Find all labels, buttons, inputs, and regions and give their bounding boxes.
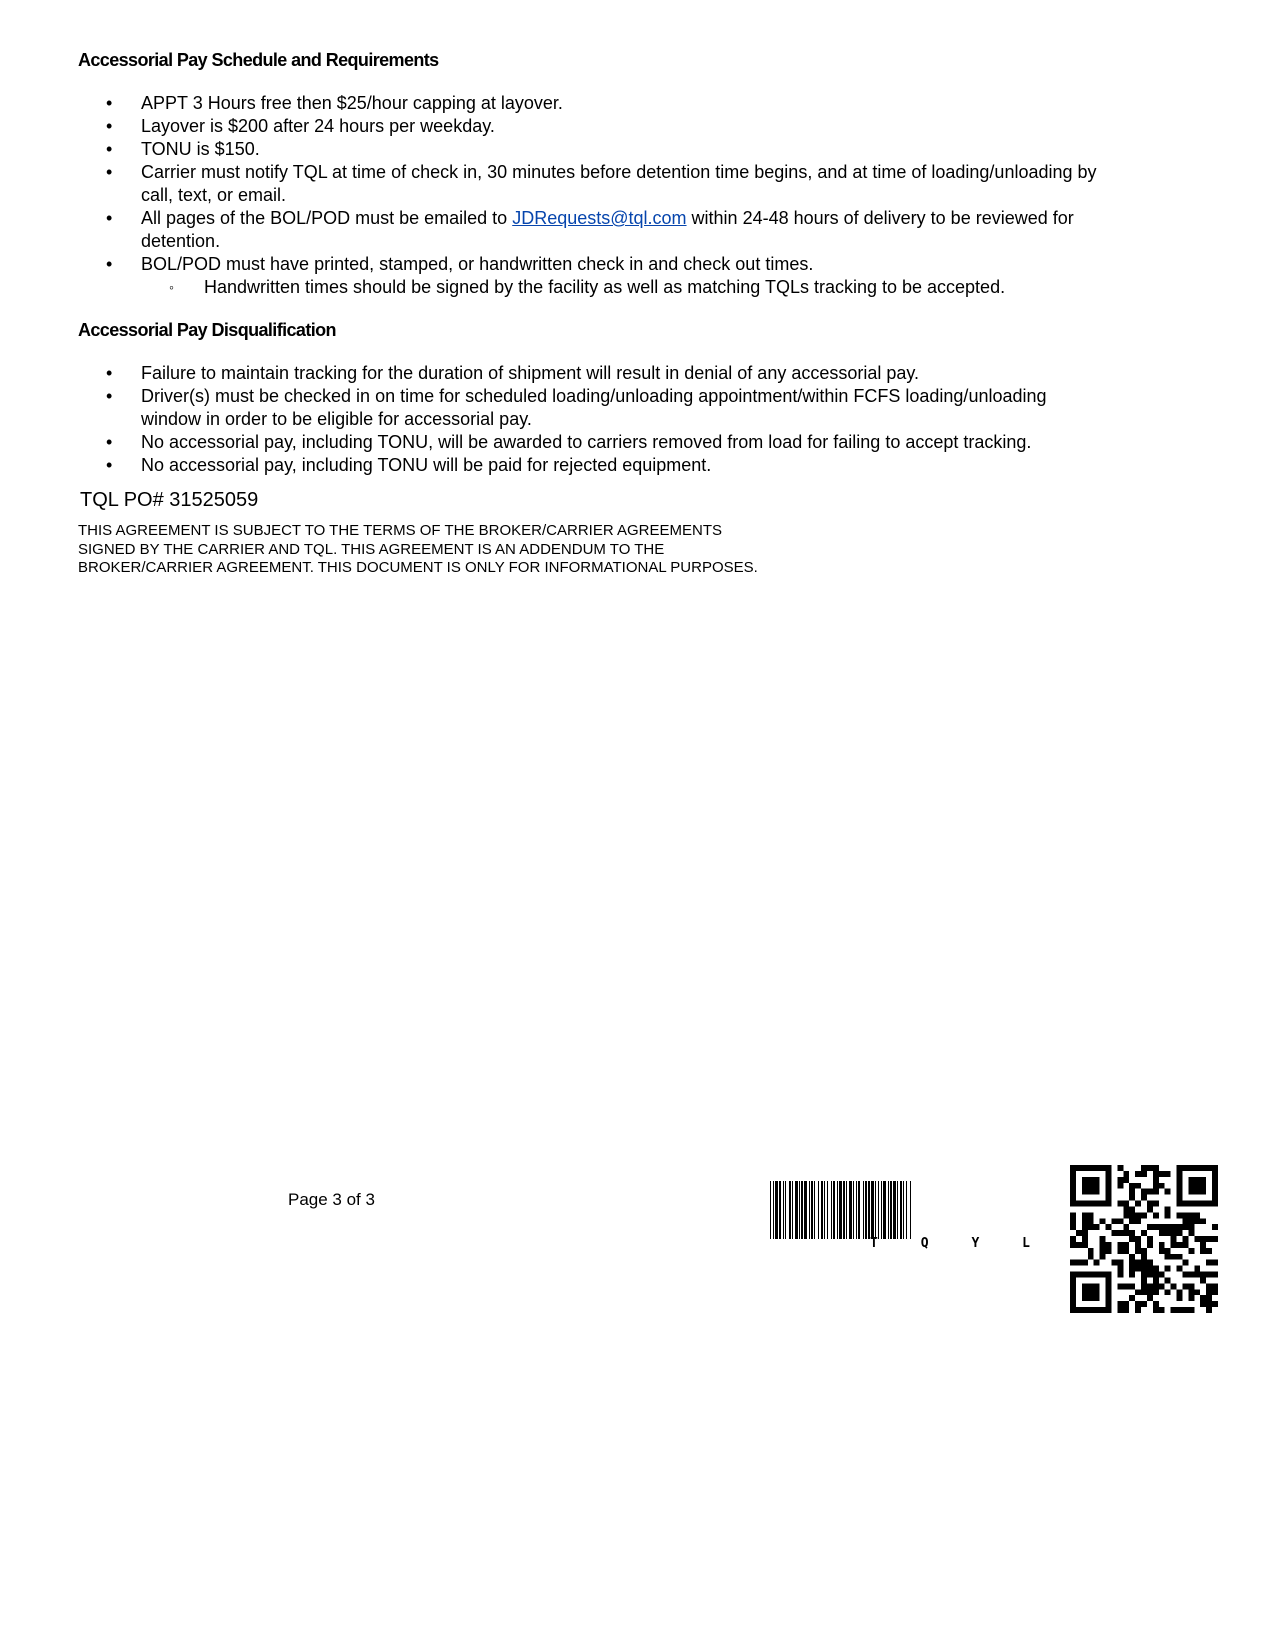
bullet-icon: • [106,432,113,452]
list-item: • BOL/POD must have printed, stamped, or handwritten check in and check out times. [106,254,814,274]
list-item: • Layover is $200 after 24 hours per weekday. [106,116,495,136]
po-number: TQL PO# 31525059 [80,489,259,511]
sub-bullet-icon: ◦ [169,279,174,295]
bullet-icon: • [106,363,113,383]
bullet-icon: • [106,254,113,274]
disqualification-list [78,362,1098,477]
list-item: • No accessorial pay, including TONU will be paid for rejected equipment. [106,455,712,475]
section-title-schedule: Accessorial Pay Schedule and Requirements [78,50,439,70]
bullet-icon: • [106,139,113,159]
list-item: • Carrier must notify TQL at time of check in, 30 minutes before detention time begins, and at time of loading/unloading by call, text, or email. [106,162,1097,205]
agreement-text: THIS AGREEMENT IS SUBJECT TO THE TERMS OF THE BROKER/CARRIER AGREEMENTS SIGNED BY THE CARRIER AND TQL. THIS AGREEMENT IS AN ADDENDUM TO THE BROKER/CARRIER AGREEMENT. THIS DOCUMENT IS ONLY FOR INFORMATIONAL PURPOSES. [78,522,758,576]
bullet-icon: • [106,455,113,475]
list-item: • TONU is $150. [106,139,260,159]
section-title-disqualification: Accessorial Pay Disqualification [78,320,336,340]
barcode-caption: T Q Y L [870,1236,1030,1251]
bullet-icon: • [106,208,113,228]
bullet-icon: • [106,386,113,406]
bullet-icon: • [106,93,113,113]
qr-code-icon [1070,1165,1218,1313]
list-item: • No accessorial pay, including TONU, will be awarded to carriers removed from load for failing to accept tracking. [106,432,1032,452]
list-item: • Driver(s) must be checked in on time for scheduled loading/unloading appointment/within FCFS loading/unloading window in order to be eligible for accessorial pay. [106,386,1047,429]
bullet-icon: • [106,116,113,136]
schedule-list [78,92,1098,299]
barcode-icon [770,1181,1052,1239]
page-number: Page 3 of 3 [288,1190,375,1209]
email-link[interactable]: JDRequests@tql.com [512,208,687,228]
bullet-icon: • [106,162,113,182]
list-item: • Failure to maintain tracking for the duration of shipment will result in denial of any accessorial pay. [106,363,920,383]
list-item: • APPT 3 Hours free then $25/hour capping at layover. [106,93,563,113]
sub-list-item: ◦ Handwritten times should be signed by the facility as well as matching TQLs tracking to be accepted. [169,277,1006,297]
list-item: • All pages of the BOL/POD must be emailed to JDRequests@tql.com within 24-48 hours of delivery to be reviewed for detention. [106,208,1074,251]
